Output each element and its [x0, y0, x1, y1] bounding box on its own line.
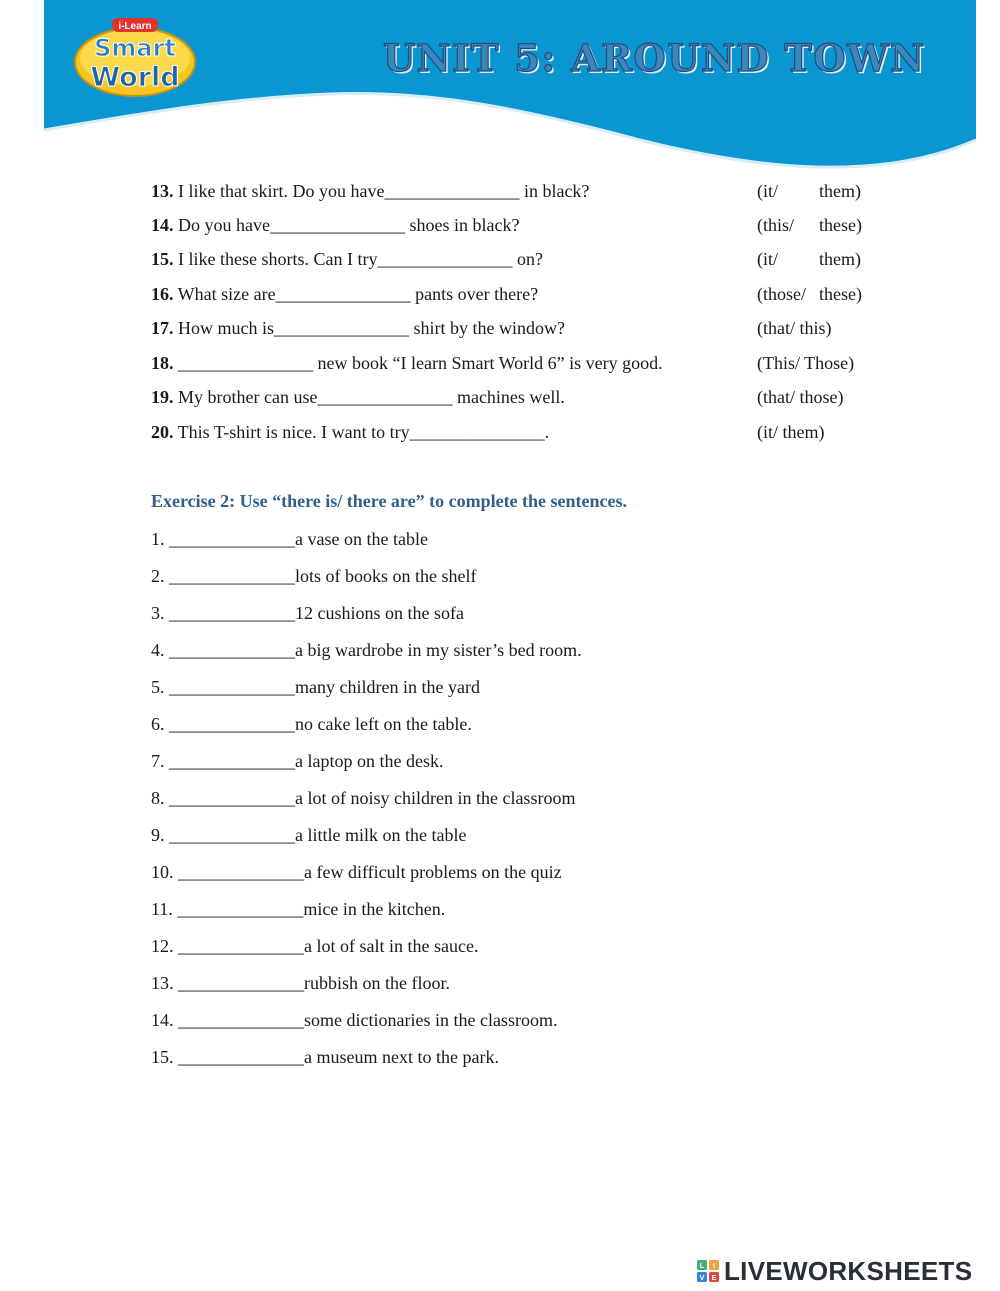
question-text: I like these shorts. Can I try_______________ on?	[173, 249, 543, 269]
option-b: these)	[819, 215, 862, 235]
liveworksheets-brand: LIVEWORKSHEETS	[724, 1256, 973, 1286]
exercise2-item: 15. ______________a museum next to the park.	[151, 1047, 499, 1067]
exercise2-title: Exercise 2: Use “there is/ there are” to complete the sentences.	[151, 491, 628, 511]
question-text: Do you have_______________ shoes in black?	[173, 215, 520, 235]
question-13	[151, 180, 589, 202]
question-number: 15.	[151, 249, 174, 269]
exercise2-item: 7. ______________a laptop on the desk.	[151, 751, 444, 771]
exercise2-item: 13. ______________rubbish on the floor.	[151, 973, 450, 993]
question-number: 14.	[151, 215, 174, 235]
question-text: How much is_______________ shirt by the window?	[173, 318, 565, 338]
question-text: I like that skirt. Do you have_______________ in black?	[173, 181, 590, 201]
exercise2-item: 11. ______________mice in the kitchen.	[151, 899, 446, 919]
icon-letter: E	[711, 1273, 717, 1282]
logo-smart-text: Smart	[94, 34, 176, 62]
question-18	[151, 352, 663, 374]
option-b: them)	[819, 249, 861, 269]
option-a: (it/ them)	[757, 422, 825, 442]
unit-title: UNIT 5: AROUND TOWN	[383, 36, 926, 80]
exercise2-item: 10. ______________a few difficult problems on the quiz	[151, 862, 562, 882]
question-text: What size are_______________ pants over there?	[173, 284, 539, 304]
question-number: 18.	[151, 353, 174, 373]
exercise2-item: 12. ______________a lot of salt in the sauce.	[151, 936, 479, 956]
smart-world-logo	[70, 12, 200, 102]
question-19	[151, 386, 565, 408]
question-number: 13.	[151, 181, 174, 201]
option-b: these)	[819, 284, 862, 304]
question-16	[151, 283, 538, 305]
option-a: (that/ those)	[757, 387, 844, 407]
exercise2-item: 1. ______________a vase on the table	[151, 529, 428, 549]
question-number: 17.	[151, 318, 174, 338]
exercise2-item: 4. ______________a big wardrobe in my sister’s bed room.	[151, 640, 582, 660]
option-a: (those/	[757, 284, 806, 304]
option-b: them)	[819, 181, 861, 201]
question-text: _______________ new book “I learn Smart World 6” is very good.	[173, 353, 663, 373]
liveworksheets-icon	[697, 1260, 719, 1282]
question-text: My brother can use_______________ machines well.	[173, 387, 565, 407]
exercise2-item: 6. ______________no cake left on the table.	[151, 714, 472, 734]
logo-top-text: i-Learn	[118, 21, 152, 32]
logo-world-text: World	[90, 62, 180, 93]
question-number: 16.	[151, 284, 174, 304]
question-14	[151, 214, 519, 236]
option-a: (This/ Those)	[757, 353, 855, 373]
option-a: (it/	[757, 181, 778, 201]
option-a: (this/	[757, 215, 795, 235]
exercise2-item: 14. ______________some dictionaries in the classroom.	[151, 1010, 558, 1030]
exercise2-item: 2. ______________lots of books on the shelf	[151, 566, 477, 586]
question-number: 19.	[151, 387, 174, 407]
icon-letter: I	[712, 1261, 716, 1271]
question-20	[151, 421, 549, 443]
exercise2-item: 8. ______________a lot of noisy children in the classroom	[151, 788, 576, 808]
option-a: (that/ this)	[757, 318, 832, 338]
question-text: This T-shirt is nice. I want to try_______________.	[173, 422, 550, 442]
question-17	[151, 317, 565, 339]
option-a: (it/	[757, 249, 778, 269]
question-15	[151, 248, 543, 270]
question-number: 20.	[151, 422, 174, 442]
exercise2-item: 9. ______________a little milk on the table	[151, 825, 467, 845]
exercise2-item: 5. ______________many children in the yard	[151, 677, 480, 697]
icon-letter: V	[699, 1273, 705, 1282]
icon-letter: L	[699, 1261, 705, 1271]
exercise2-item: 3. ______________12 cushions on the sofa	[151, 603, 464, 623]
